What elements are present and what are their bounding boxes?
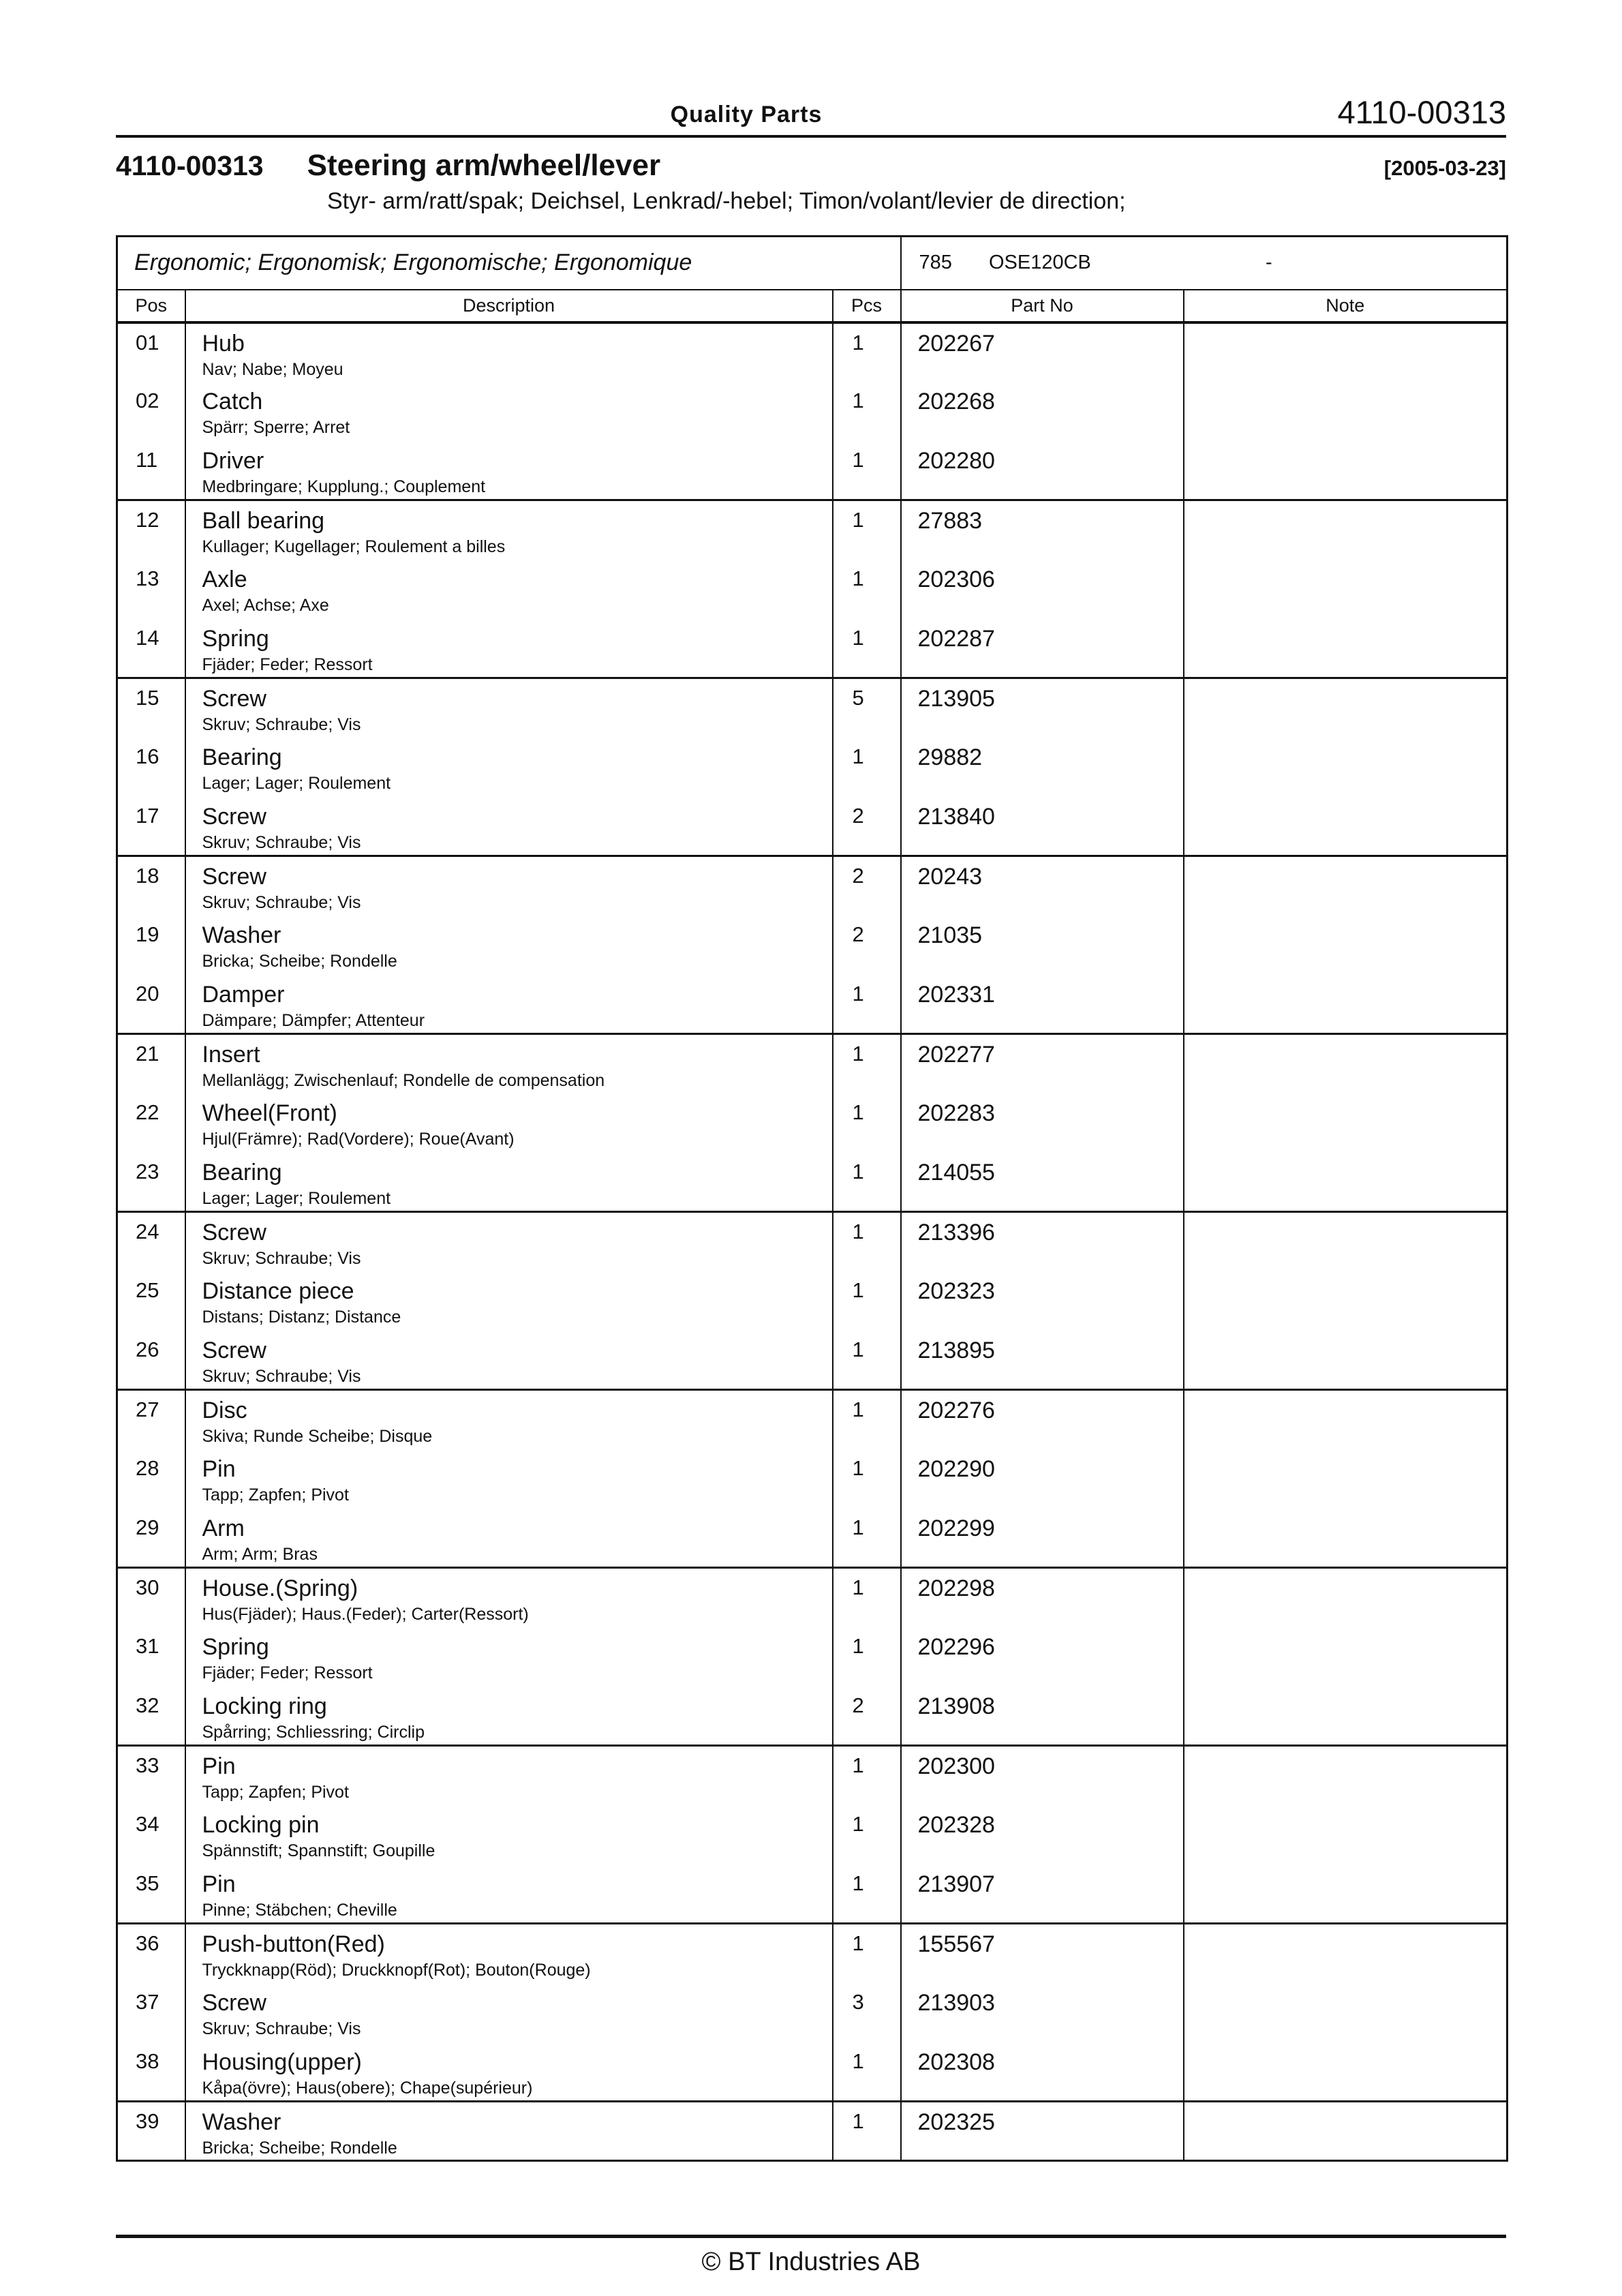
row-description [185,441,833,500]
row-note [1184,1864,1508,1924]
row-pos: 01 [117,322,185,382]
row-description [185,1687,833,1746]
row-part-no: 202267 [901,322,1184,382]
copyright: © BT Industries AB [701,2248,921,2276]
row-description [185,2102,833,2161]
row-description-sub: Dämpare; Dämpfer; Attenteur [202,1010,425,1030]
table-row [117,1212,1508,1271]
row-pos: 34 [136,1811,159,1836]
row-description [185,322,833,382]
table-row [117,678,1508,738]
row-description-name: Driver [202,447,264,474]
row-description-name: Screw [202,1337,266,1363]
row-description-name: Locking pin [202,1811,320,1838]
row-note [1184,382,1508,441]
row-pcs: 2 [833,797,901,856]
row-description-sub: Pinne; Stäbchen; Cheville [202,1900,397,1920]
page-header [116,80,1506,138]
model-name: Ergonomic; Ergonomisk; Ergonomische; Ergonomique [117,237,901,290]
row-pcs: 3 [833,1983,901,2042]
row-part-no: 213908 [901,1687,1184,1746]
row-part-no: 213905 [901,678,1184,738]
table-row [117,738,1508,797]
title-row [116,149,1506,183]
row-pcs: 1 [833,1212,901,1271]
row-description-name: Bearing [202,744,282,770]
row-note [1184,619,1508,678]
table-row [117,1983,1508,2042]
row-description-sub: Skruv; Schraube; Vis [202,893,361,912]
row-description-sub: Arm; Arm; Bras [202,1544,318,1564]
table-row [117,2042,1508,2102]
row-description-sub: Bricka; Scheibe; Rondelle [202,2139,397,2158]
table-row [117,441,1508,500]
row-part-no: 213895 [901,1331,1184,1390]
table-row [117,1568,1508,1627]
row-description [185,856,833,916]
row-part-no: 202296 [901,1627,1184,1687]
row-pos: 19 [136,922,159,946]
table-row [117,1390,1508,1449]
table-row [117,2102,1508,2161]
row-pos: 20 [136,981,159,1006]
row-note [1184,797,1508,856]
row-part-no: 202323 [901,1271,1184,1331]
row-pcs: 1 [833,619,901,678]
row-description [185,1864,833,1924]
row-note [1184,1034,1508,1093]
row-description [185,1212,833,1271]
row-pos: 25 [136,1278,159,1302]
row-description-name: Locking ring [202,1693,327,1719]
row-part-no: 202283 [901,1093,1184,1153]
row-description-name: Pin [202,1455,236,1482]
row-pcs: 2 [833,1687,901,1746]
row-pcs: 1 [833,1449,901,1509]
table-row [117,1153,1508,1212]
row-part-no: 202268 [901,382,1184,441]
row-part-no: 29882 [901,738,1184,797]
row-pcs: 1 [833,738,901,797]
row-description-sub: Tryckknapp(Röd); Druckknopf(Rot); Bouton(Rouge) [202,1961,591,1980]
row-note [1184,2042,1508,2102]
row-part-no: 202331 [901,975,1184,1034]
row-description-sub: Spärr; Sperre; Arret [202,417,350,437]
row-description [185,619,833,678]
row-description [185,1746,833,1805]
row-description [185,916,833,975]
row-note [1184,1568,1508,1627]
row-description-sub: Axel; Achse; Axe [202,595,329,615]
row-note [1184,1449,1508,1509]
row-pos: 02 [136,388,159,412]
row-description [185,678,833,738]
row-part-no: 27883 [901,500,1184,560]
row-pcs: 1 [833,1271,901,1331]
model-type: OSE120CB [988,252,1091,274]
row-description [185,1805,833,1864]
row-part-no: 202306 [901,560,1184,619]
row-description [185,382,833,441]
table-row [117,1805,1508,1864]
row-description-name: Catch [202,388,263,414]
row-description-name: House.(Spring) [202,1575,358,1601]
row-description-sub: Medbringare; Kupplung.; Couplement [202,477,486,496]
table-row [117,1864,1508,1924]
row-part-no: 202300 [901,1746,1184,1805]
table-row [117,500,1508,560]
row-pos: 35 [136,1871,159,1895]
row-note [1184,1390,1508,1449]
row-pcs: 1 [833,500,901,560]
row-description-sub: Hjul(Främre); Rad(Vordere); Roue(Avant) [202,1129,515,1149]
table-row [117,1271,1508,1331]
row-description [185,1093,833,1153]
row-part-no: 202328 [901,1805,1184,1864]
row-part-no: 202298 [901,1568,1184,1627]
row-description-name: Push-button(Red) [202,1931,385,1957]
row-description-sub: Skruv; Schraube; Vis [202,1366,361,1386]
row-description [185,1627,833,1687]
column-header-note: Note [1184,290,1508,322]
row-part-no: 202287 [901,619,1184,678]
row-description-name: Damper [202,981,285,1008]
row-description [185,738,833,797]
row-description-name: Pin [202,1871,236,1897]
row-note [1184,1093,1508,1153]
row-pos: 36 [117,1924,185,1983]
row-description [185,797,833,856]
row-part-no: 202299 [901,1509,1184,1568]
row-description-sub: Tapp; Zapfen; Pivot [202,1485,349,1505]
table-row [117,1627,1508,1687]
parts-table [116,235,1508,2162]
table-row [117,975,1508,1034]
column-header-pcs: Pcs [833,290,901,322]
row-note [1184,1331,1508,1390]
model-serial: - [1265,252,1272,274]
row-note [1184,1924,1508,1983]
row-part-no: 213840 [901,797,1184,856]
row-description-sub: Fjäder; Feder; Ressort [202,1663,373,1682]
row-pos: 18 [117,856,185,916]
row-description-sub: Kåpa(övre); Haus(obere); Chape(supérieur) [202,2078,533,2098]
quality-parts-label: Quality Parts [670,102,823,127]
parts-table-body [117,322,1508,2161]
row-description-sub: Skruv; Schraube; Vis [202,715,361,734]
row-description [185,975,833,1034]
row-description-name: Screw [202,686,266,712]
row-pos: 21 [117,1034,185,1093]
column-header-row [117,290,1508,322]
row-description-name: Arm [202,1515,245,1541]
row-part-no: 213907 [901,1864,1184,1924]
row-pos: 26 [136,1337,159,1361]
row-pos: 27 [117,1390,185,1449]
revision-date: [2005-03-23] [1383,156,1506,180]
table-row [117,1331,1508,1390]
row-pos: 38 [136,2049,159,2073]
row-description-sub: Skruv; Schraube; Vis [202,1249,361,1268]
row-pcs: 2 [833,916,901,975]
table-row [117,1449,1508,1509]
row-description-name: Insert [202,1042,260,1068]
row-pcs: 1 [833,1153,901,1212]
row-pos: 16 [136,744,159,768]
row-pos: 37 [136,1989,159,2014]
row-note [1184,560,1508,619]
page-subtitle: Styr- arm/ratt/spak; Deichsel, Lenkrad/-hebel; Timon/volant/levier de direction; [327,188,1126,214]
model-code: 785 [919,252,952,274]
row-description [185,1271,833,1331]
row-description-sub: Mellanlägg; Zwischenlauf; Rondelle de compensation [202,1071,605,1090]
row-pos: 39 [117,2102,185,2161]
row-description-sub: Spännstift; Spannstift; Goupille [202,1841,435,1860]
row-pos: 31 [136,1633,159,1658]
row-description-sub: Skiva; Runde Scheibe; Disque [202,1427,433,1446]
row-part-no: 20243 [901,856,1184,916]
model-row [117,237,1508,290]
row-note [1184,1509,1508,1568]
page-title-number: 4110-00313 [116,150,264,181]
row-pcs: 2 [833,856,901,916]
table-row [117,916,1508,975]
row-pos: 28 [136,1455,159,1480]
row-description-name: Screw [202,864,266,890]
row-pcs: 1 [833,1805,901,1864]
row-description-sub: Distans; Distanz; Distance [202,1307,401,1327]
row-description-sub: Lager; Lager; Roulement [202,773,391,793]
table-row [117,856,1508,916]
row-description [185,1449,833,1509]
row-pcs: 1 [833,1034,901,1093]
table-row [117,1509,1508,1568]
row-description-name: Wheel(Front) [202,1100,337,1126]
row-pcs: 1 [833,382,901,441]
row-pcs: 1 [833,975,901,1034]
row-pos: 12 [117,500,185,560]
row-description-sub: Lager; Lager; Roulement [202,1188,391,1208]
row-note [1184,678,1508,738]
row-pcs: 1 [833,1093,901,1153]
row-pos: 32 [136,1693,159,1717]
page-title: Steering arm/wheel/lever [307,149,661,182]
row-description-sub: Fjäder; Feder; Ressort [202,654,373,674]
row-description-name: Screw [202,803,266,830]
row-description [185,1034,833,1093]
row-part-no: 202325 [901,2102,1184,2161]
row-pos: 11 [136,447,158,472]
row-note [1184,1271,1508,1331]
table-row [117,560,1508,619]
row-description-name: Housing(upper) [202,2049,362,2075]
document-number-header: 4110-00313 [1337,94,1506,130]
row-part-no: 155567 [901,1924,1184,1983]
row-part-no: 213396 [901,1212,1184,1271]
row-description-sub: Skruv; Schraube; Vis [202,2019,361,2038]
row-description-name: Ball bearing [202,508,325,534]
row-note [1184,738,1508,797]
row-pos: 30 [117,1568,185,1627]
row-description-sub: Nav; Nabe; Moyeu [202,359,343,379]
row-pcs: 1 [833,1331,901,1390]
model-codes [901,237,1508,290]
row-pcs: 1 [833,2042,901,2102]
row-note [1184,1687,1508,1746]
table-row [117,1093,1508,1153]
table-row [117,619,1508,678]
row-part-no: 202277 [901,1034,1184,1093]
row-note [1184,441,1508,500]
row-description-sub: Tapp; Zapfen; Pivot [202,1783,349,1802]
row-pcs: 1 [833,1390,901,1449]
table-row [117,1034,1508,1093]
row-description [185,1390,833,1449]
row-description [185,560,833,619]
row-description [185,500,833,560]
row-pos: 24 [117,1212,185,1271]
table-row [117,1687,1508,1746]
row-description-name: Distance piece [202,1278,354,1304]
row-description-name: Pin [202,1753,236,1779]
row-pos: 22 [136,1100,159,1124]
row-note [1184,975,1508,1034]
row-pcs: 1 [833,1924,901,1983]
row-pcs: 1 [833,322,901,382]
table-row [117,797,1508,856]
row-part-no: 202290 [901,1449,1184,1509]
column-header-part-no: Part No [901,290,1184,322]
row-pcs: 1 [833,441,901,500]
row-description [185,1983,833,2042]
row-description-sub: Bricka; Scheibe; Rondelle [202,951,397,971]
row-pos: 29 [136,1515,159,1539]
row-description [185,1509,833,1568]
row-pcs: 1 [833,1746,901,1805]
row-pos: 14 [136,625,159,650]
row-description-name: Hub [202,330,245,357]
row-pos: 23 [136,1159,159,1183]
row-part-no: 202280 [901,441,1184,500]
row-part-no: 214055 [901,1153,1184,1212]
row-part-no: 202276 [901,1390,1184,1449]
row-description-name: Bearing [202,1159,282,1185]
row-pcs: 1 [833,560,901,619]
row-note [1184,1805,1508,1864]
row-description-sub: Skruv; Schraube; Vis [202,832,361,852]
row-note [1184,1746,1508,1805]
row-description-name: Washer [202,2109,281,2135]
row-note [1184,500,1508,560]
row-pos: 33 [117,1746,185,1805]
table-row [117,382,1508,441]
column-header-pos: Pos [117,290,185,322]
row-description-sub: Kullager; Kugellager; Roulement a billes [202,537,506,556]
page-footer [116,2235,1506,2277]
row-note [1184,2102,1508,2161]
row-description-sub: Hus(Fjäder); Haus.(Feder); Carter(Ressort) [202,1605,529,1624]
row-note [1184,1153,1508,1212]
row-part-no: 213903 [901,1983,1184,2042]
row-note [1184,1627,1508,1687]
row-description [185,1568,833,1627]
row-pos: 17 [136,803,159,828]
table-row [117,1746,1508,1805]
row-pcs: 1 [833,1627,901,1687]
row-description-name: Screw [202,1989,266,2016]
row-pcs: 1 [833,2102,901,2161]
row-description [185,1153,833,1212]
row-note [1184,1983,1508,2042]
row-description-name: Spring [202,1633,269,1660]
row-description-name: Washer [202,922,281,948]
row-note [1184,856,1508,916]
row-description [185,2042,833,2102]
row-note [1184,916,1508,975]
row-pcs: 1 [833,1568,901,1627]
row-description-name: Axle [202,566,247,592]
row-description [185,1924,833,1983]
row-pcs: 1 [833,1509,901,1568]
row-note [1184,322,1508,382]
column-header-description: Description [185,290,833,322]
row-pcs: 5 [833,678,901,738]
table-row [117,1924,1508,1983]
row-pcs: 1 [833,1864,901,1924]
row-part-no: 21035 [901,916,1184,975]
row-description-name: Disc [202,1398,247,1423]
table-row [117,322,1508,382]
row-description [185,1331,833,1390]
row-description-name: Screw [202,1220,266,1245]
row-description-name: Spring [202,625,269,652]
row-description-sub: Spårring; Schliessring; Circlip [202,1722,425,1742]
row-pos: 13 [136,566,159,590]
row-pos: 15 [117,678,185,738]
row-note [1184,1212,1508,1271]
row-part-no: 202308 [901,2042,1184,2102]
